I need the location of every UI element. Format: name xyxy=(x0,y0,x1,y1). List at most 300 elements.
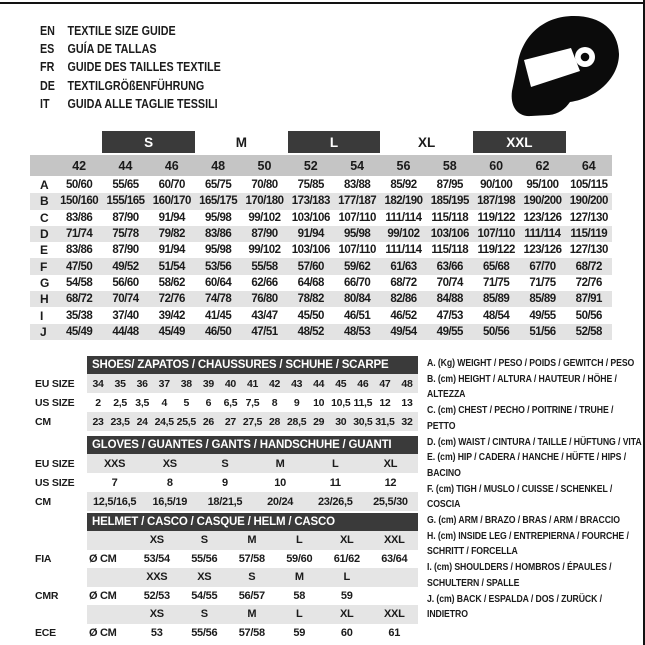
language-code: EN xyxy=(40,24,55,38)
value-cell: 36 xyxy=(136,377,148,390)
value-cell: 10 xyxy=(274,476,286,489)
size-cell: 87/90 xyxy=(112,244,139,257)
top-border-line xyxy=(0,2,645,4)
size-cell: 190/200 xyxy=(523,195,562,208)
helmet-table xyxy=(35,513,418,642)
size-cell: 165/175 xyxy=(199,195,238,208)
helmet-value-row xyxy=(35,624,418,643)
value-cell: 42 xyxy=(269,377,281,390)
value-cell: 57/58 xyxy=(238,626,265,639)
helmet-table-rows xyxy=(35,531,418,642)
size-cell: 58/62 xyxy=(158,276,185,289)
size-cell: 119/122 xyxy=(477,244,515,257)
standard-label: CMR xyxy=(35,589,59,602)
size-cell: 123/126 xyxy=(523,211,562,224)
size-cell: 107/110 xyxy=(338,244,376,257)
size-cell: 87/91 xyxy=(575,293,602,306)
value-cell: 37 xyxy=(158,377,170,390)
size-cell: 71/75 xyxy=(529,276,556,289)
value-cell: 59 xyxy=(340,589,353,602)
size-cell: 107/110 xyxy=(477,228,515,241)
value-cell: 31,5 xyxy=(375,415,395,428)
language-code: DE xyxy=(40,78,55,93)
table-row-j xyxy=(30,324,612,340)
size-cell: 190/200 xyxy=(569,195,608,208)
size-label-cell: M xyxy=(247,608,257,621)
value-cell: 6,5 xyxy=(223,396,238,409)
size-group-xl: XL xyxy=(418,134,436,150)
spacer-cell xyxy=(30,155,56,176)
size-cell: 51/54 xyxy=(158,260,185,273)
size-cell: 47/51 xyxy=(251,325,278,338)
language-row xyxy=(40,95,221,113)
size-cell: 70/80 xyxy=(251,179,278,192)
row-label xyxy=(35,568,87,587)
value-cell: XS xyxy=(162,457,177,470)
value-cell: 12 xyxy=(384,476,397,489)
standard-label: ECE xyxy=(35,626,56,639)
value-cell: XL xyxy=(383,457,398,470)
value-cell: 30,5 xyxy=(353,415,373,428)
value-cell: 16,5/19 xyxy=(152,495,188,508)
size-cell: 60/64 xyxy=(205,276,232,289)
value-cell: 45 xyxy=(335,377,347,390)
language-code: IT xyxy=(40,96,50,111)
size-cell: 56/60 xyxy=(112,276,139,289)
size-cell: 49/55 xyxy=(436,325,463,338)
row-letter: H xyxy=(40,292,49,307)
size-cell: 99/102 xyxy=(387,228,420,241)
size-cell: 123/126 xyxy=(523,244,562,257)
row-label: CM xyxy=(35,415,51,428)
value-cell: 60 xyxy=(340,626,353,639)
helmet-table-title: HELMET / CASCO / CASQUE / HELM / CASCO xyxy=(87,513,418,531)
size-cell: 41/45 xyxy=(205,309,232,322)
value-cell: 5 xyxy=(183,396,190,409)
value-cell: 27,5 xyxy=(242,415,263,428)
size-cell: 65/75 xyxy=(205,179,232,192)
size-cell: 150/160 xyxy=(60,195,99,208)
size-cell: 91/94 xyxy=(158,211,185,224)
size-cell: 50/60 xyxy=(66,179,93,192)
row-label: EU SIZE xyxy=(35,457,75,470)
value-cell: 2 xyxy=(95,396,101,409)
size-label-cell: XXS xyxy=(146,571,168,584)
diameter-unit-label: Ø CM xyxy=(89,552,117,565)
size-cell: 67/70 xyxy=(529,260,556,273)
language-title: TEXTILGRÖßENFÜHRUNG xyxy=(67,78,205,93)
row-letter: G xyxy=(40,275,50,290)
size-cell: 50/56 xyxy=(575,309,602,322)
shoes-table-title: SHOES/ ZAPATOS / CHAUSSURES / SCHUHE / SCARPE xyxy=(87,356,418,374)
value-cell: 25,5 xyxy=(176,415,196,428)
value-cell: 26 xyxy=(202,415,214,428)
size-cell: 87/90 xyxy=(112,211,139,224)
language-row xyxy=(40,22,221,40)
row-values xyxy=(87,454,418,473)
value-cell: 13 xyxy=(401,396,413,409)
size-cell: 43/47 xyxy=(251,309,278,322)
row-sizes xyxy=(87,568,418,587)
size-cell: 70/74 xyxy=(112,293,139,306)
size-cell: 66/70 xyxy=(344,276,371,289)
value-cell: 12,5/16,5 xyxy=(92,495,137,508)
size-cell: 75/78 xyxy=(112,228,139,241)
helmet-size-row xyxy=(35,605,418,624)
row-values xyxy=(87,492,418,511)
shoes-table xyxy=(35,356,418,431)
legend-entry: H. (cm) INSIDE LEG / ENTREPIERNA / FOURCHE / SCHRITT / FORCELLA xyxy=(427,530,629,558)
value-cell: 47 xyxy=(379,377,391,390)
size-cell: 103/106 xyxy=(291,244,330,257)
size-cell: 111/114 xyxy=(385,244,422,257)
value-cell: 11,5 xyxy=(353,396,373,409)
size-cell: 155/165 xyxy=(106,195,145,208)
table-row xyxy=(35,393,418,412)
size-cell: 46/52 xyxy=(390,309,417,322)
helmet-size-row xyxy=(35,531,418,550)
row-values xyxy=(87,624,418,643)
size-number: 44 xyxy=(118,158,133,173)
size-number-row xyxy=(30,155,612,176)
size-cell: 55/65 xyxy=(112,179,139,192)
size-cell: 70/74 xyxy=(436,276,463,289)
size-cell: 75/85 xyxy=(297,179,324,192)
size-cell: 83/86 xyxy=(66,244,93,257)
language-code: ES xyxy=(40,42,55,57)
size-cell: 95/98 xyxy=(205,211,232,224)
size-cell: 85/92 xyxy=(390,179,417,192)
size-cell: 85/89 xyxy=(529,293,556,306)
size-cell: 68/72 xyxy=(575,260,602,273)
size-cell: 37/40 xyxy=(112,309,139,322)
size-cell: 90/100 xyxy=(480,179,513,192)
size-cell: 107/110 xyxy=(338,211,376,224)
value-cell: 55/56 xyxy=(191,626,218,639)
size-cell: 68/72 xyxy=(390,276,417,289)
value-cell: 24,5 xyxy=(154,415,174,428)
size-cell: 99/102 xyxy=(248,244,281,257)
value-cell: 10 xyxy=(313,396,325,409)
table-row-d xyxy=(30,226,612,242)
size-number: 46 xyxy=(164,158,179,173)
measurement-legend xyxy=(427,356,643,623)
size-cell: 48/54 xyxy=(483,309,510,322)
size-label-cell: S xyxy=(200,534,208,547)
size-cell: 51/56 xyxy=(529,325,556,338)
size-cell: 177/187 xyxy=(338,195,377,208)
size-cell: 62/66 xyxy=(251,276,278,289)
size-group-s: S xyxy=(102,131,195,153)
size-cell: 115/119 xyxy=(570,228,608,241)
value-cell: 30 xyxy=(335,415,347,428)
row-label: CM xyxy=(35,495,51,508)
value-cell: 57/58 xyxy=(238,552,265,565)
helmet-value-row xyxy=(35,587,418,606)
value-cell: 58 xyxy=(293,589,306,602)
size-group-xxl: XXL xyxy=(473,131,566,153)
value-cell: 43 xyxy=(291,377,303,390)
value-cell: 11 xyxy=(329,476,341,489)
size-label-cell: L xyxy=(296,608,303,621)
value-cell: 53 xyxy=(150,626,163,639)
size-cell: 83/86 xyxy=(205,228,232,241)
language-title: TEXTILE SIZE GUIDE xyxy=(67,24,176,38)
value-cell: 27 xyxy=(224,415,236,428)
value-cell: 28 xyxy=(269,415,281,428)
size-cell: 49/54 xyxy=(390,325,417,338)
size-label-cell: XL xyxy=(340,534,354,547)
value-cell: 23/26,5 xyxy=(317,495,353,508)
size-cell: 111/114 xyxy=(524,228,561,241)
size-label-cell: XS xyxy=(197,571,212,584)
size-cell: 119/122 xyxy=(477,211,515,224)
size-cell: 91/94 xyxy=(297,228,324,241)
value-cell: 44 xyxy=(313,377,325,390)
size-number: 60 xyxy=(489,158,504,173)
size-cell: 60/70 xyxy=(158,179,185,192)
size-cell: 95/98 xyxy=(344,228,371,241)
table-row xyxy=(35,454,418,473)
value-cell: 9 xyxy=(222,476,228,489)
value-cell: 41 xyxy=(246,377,259,390)
size-cell: 57/60 xyxy=(297,260,324,273)
value-cell: 12 xyxy=(379,396,391,409)
size-cell: 103/106 xyxy=(291,211,330,224)
size-cell: 85/89 xyxy=(483,293,510,306)
size-cell: 84/88 xyxy=(436,293,463,306)
value-cell: 23 xyxy=(92,415,104,428)
row-letter: J xyxy=(40,324,47,339)
gloves-table xyxy=(35,436,418,511)
row-letter: I xyxy=(40,308,44,323)
size-cell: 91/94 xyxy=(158,244,185,257)
size-label-cell: S xyxy=(200,608,208,621)
size-cell: 95/98 xyxy=(205,244,232,257)
size-label-cell: XS xyxy=(149,608,164,621)
value-cell: 56/57 xyxy=(238,589,265,602)
size-cell: 74/78 xyxy=(205,293,232,306)
size-cell: 173/183 xyxy=(291,195,330,208)
size-label-cell: L xyxy=(343,571,350,584)
value-cell: 61 xyxy=(388,626,401,639)
shoes-table-rows xyxy=(35,374,418,431)
row-letter: E xyxy=(40,243,49,258)
value-cell: 23,5 xyxy=(110,415,130,428)
size-cell: 182/190 xyxy=(384,195,423,208)
size-label-cell: XL xyxy=(340,608,354,621)
language-title: GUIDE DES TAILLES TEXTILE xyxy=(67,60,221,75)
size-group-m: M xyxy=(235,134,247,150)
legend-entry: A. (Kg) WEIGHT / PESO / POIDS / GEWITCH / PESO xyxy=(427,358,635,369)
size-number: 58 xyxy=(442,158,457,173)
size-number: 52 xyxy=(303,158,318,173)
row-letter: F xyxy=(40,259,48,274)
table-row xyxy=(35,473,418,492)
size-label-cell: XS xyxy=(149,534,164,547)
value-cell: 39 xyxy=(202,377,214,390)
size-cell: 87/95 xyxy=(436,179,463,192)
size-label-cell: L xyxy=(296,534,303,547)
size-cell: 83/88 xyxy=(344,179,371,192)
size-cell: 65/68 xyxy=(483,260,510,273)
legend-entry: C. (cm) CHEST / PECHO / POITRINE / TRUHE / PETTO xyxy=(427,405,614,432)
value-cell: 55/56 xyxy=(191,552,218,565)
size-cell: 46/50 xyxy=(205,325,232,338)
value-cell: 3,5 xyxy=(135,396,149,409)
size-cell: 115/118 xyxy=(431,211,469,224)
value-cell: 28,5 xyxy=(287,415,307,428)
table-row-f xyxy=(30,258,612,274)
value-cell: 61/62 xyxy=(333,552,360,565)
size-cell: 185/195 xyxy=(430,195,469,208)
value-cell: 29 xyxy=(313,415,325,428)
value-cell: 53/54 xyxy=(143,552,170,565)
size-cell: 45/49 xyxy=(158,325,185,338)
gloves-table-title: GLOVES / GUANTES / GANTS / HANDSCHUHE / GUANTI xyxy=(87,436,418,454)
value-cell: M xyxy=(275,457,285,470)
table-row-g xyxy=(30,275,612,291)
value-cell: 34 xyxy=(92,377,104,390)
size-cell: 127/130 xyxy=(569,244,608,257)
legend-entry: G. (cm) ARM / BRAZO / BRAS / ARM / BRACCIO xyxy=(427,515,620,527)
table-row-b xyxy=(30,193,612,209)
size-cell: 52/58 xyxy=(575,325,602,338)
size-number: 56 xyxy=(396,158,411,173)
value-cell: 52/53 xyxy=(143,589,170,602)
size-cell: 187/198 xyxy=(477,195,516,208)
size-cell: 63/66 xyxy=(436,260,463,273)
value-cell: 35 xyxy=(114,377,126,390)
size-number: 64 xyxy=(581,158,596,173)
row-letter: C xyxy=(40,210,49,225)
size-cell: 68/72 xyxy=(66,293,93,306)
row-values xyxy=(87,412,418,431)
size-number: 62 xyxy=(535,158,550,173)
size-cell: 45/49 xyxy=(66,325,93,338)
table-row-e xyxy=(30,242,612,258)
value-cell: 9 xyxy=(293,396,300,409)
diameter-unit-label: Ø CM xyxy=(89,589,117,602)
row-sizes xyxy=(87,531,418,550)
row-values xyxy=(87,473,418,492)
language-code: FR xyxy=(40,60,55,75)
language-row xyxy=(40,58,221,76)
value-cell: 18/21,5 xyxy=(207,495,243,508)
size-cell: 160/170 xyxy=(152,195,191,208)
language-row xyxy=(40,40,221,58)
language-list xyxy=(40,22,221,113)
textile-size-rows xyxy=(30,177,612,340)
size-cell: 72/76 xyxy=(575,276,602,289)
value-cell: 38 xyxy=(180,377,192,390)
size-cell: 53/56 xyxy=(205,260,232,273)
diameter-unit-label: Ø CM xyxy=(89,626,117,639)
size-cell: 87/90 xyxy=(251,228,278,241)
row-letter: B xyxy=(40,194,49,209)
row-label xyxy=(35,605,87,624)
value-cell: 7 xyxy=(111,476,118,489)
size-cell: 50/56 xyxy=(483,325,510,338)
value-cell: 63/64 xyxy=(381,552,408,565)
value-cell: 40 xyxy=(224,377,236,390)
size-cell: 61/63 xyxy=(390,260,417,273)
row-values xyxy=(87,393,418,412)
size-cell: 49/55 xyxy=(529,309,556,322)
row-values xyxy=(87,374,418,393)
legend-entry: E. (cm) HIP / CADERA / HANCHE / HÜFTE / HIPS / BACINO xyxy=(427,452,627,479)
value-cell: 54/55 xyxy=(191,589,218,602)
size-cell: 48/53 xyxy=(344,325,371,338)
language-title: GUÍA DE TALLAS xyxy=(67,42,157,57)
row-letter: D xyxy=(40,227,49,242)
size-cell: 78/82 xyxy=(297,293,324,306)
size-label-cell: M xyxy=(247,534,257,547)
size-cell: 103/106 xyxy=(430,228,469,241)
value-cell: 48 xyxy=(401,377,413,390)
row-sizes xyxy=(87,605,418,624)
size-cell: 35/38 xyxy=(66,309,93,322)
size-cell: 71/75 xyxy=(483,276,510,289)
textile-size-table xyxy=(30,131,612,340)
size-cell: 71/74 xyxy=(66,228,93,241)
value-cell: 59 xyxy=(293,626,306,639)
value-cell: 25,5/30 xyxy=(373,495,408,508)
helmet-icon xyxy=(498,10,638,128)
legend-entry: B. (cm) HEIGHT / ALTURA / HAUTEUR / HÖHE / ALTEZZA xyxy=(427,373,617,401)
value-cell: 7,5 xyxy=(245,396,260,409)
row-label: EU SIZE xyxy=(35,377,75,390)
size-cell: 39/42 xyxy=(158,309,185,322)
row-label: US SIZE xyxy=(35,476,75,489)
row-label: US SIZE xyxy=(35,396,75,409)
size-cell: 49/52 xyxy=(112,260,139,273)
legend-entry: J. (cm) BACK / ESPALDA / DOS / ZURÜCK / INDIETRO xyxy=(427,593,602,621)
helmet-value-row xyxy=(35,550,418,569)
size-cell: 46/51 xyxy=(344,309,371,322)
size-cell: 83/86 xyxy=(66,211,93,224)
legend-entry: F. (cm) TIGH / MUSLO / CUISSE / SCHENKEL / COSCIA xyxy=(427,483,613,511)
value-cell: 46 xyxy=(357,377,369,390)
size-cell: 55/58 xyxy=(251,260,278,273)
size-number: 42 xyxy=(72,158,87,173)
size-number: 54 xyxy=(350,158,365,173)
size-label-cell: S xyxy=(248,571,256,584)
size-cell: 99/102 xyxy=(248,211,281,224)
helmet-size-row xyxy=(35,568,418,587)
value-cell: 20/24 xyxy=(267,495,294,508)
language-row xyxy=(40,77,221,95)
size-label-cell: XXL xyxy=(384,534,405,547)
size-cell: 54/58 xyxy=(66,276,93,289)
gloves-table-rows xyxy=(35,454,418,511)
size-cell: 115/118 xyxy=(431,244,469,257)
value-cell: XXS xyxy=(104,457,126,470)
size-cell: 64/68 xyxy=(297,276,324,289)
size-group-l: L xyxy=(288,131,381,153)
table-row xyxy=(35,412,418,431)
standard-label: FIA xyxy=(35,552,52,565)
row-label xyxy=(35,531,87,550)
value-cell: L xyxy=(332,457,339,470)
row-values xyxy=(87,550,418,569)
size-cell: 80/84 xyxy=(344,293,371,306)
size-cell: 127/130 xyxy=(569,211,608,224)
table-row-c xyxy=(30,210,612,226)
value-cell: S xyxy=(221,457,229,470)
size-group-row xyxy=(30,131,612,153)
value-cell: 59/60 xyxy=(286,552,313,565)
